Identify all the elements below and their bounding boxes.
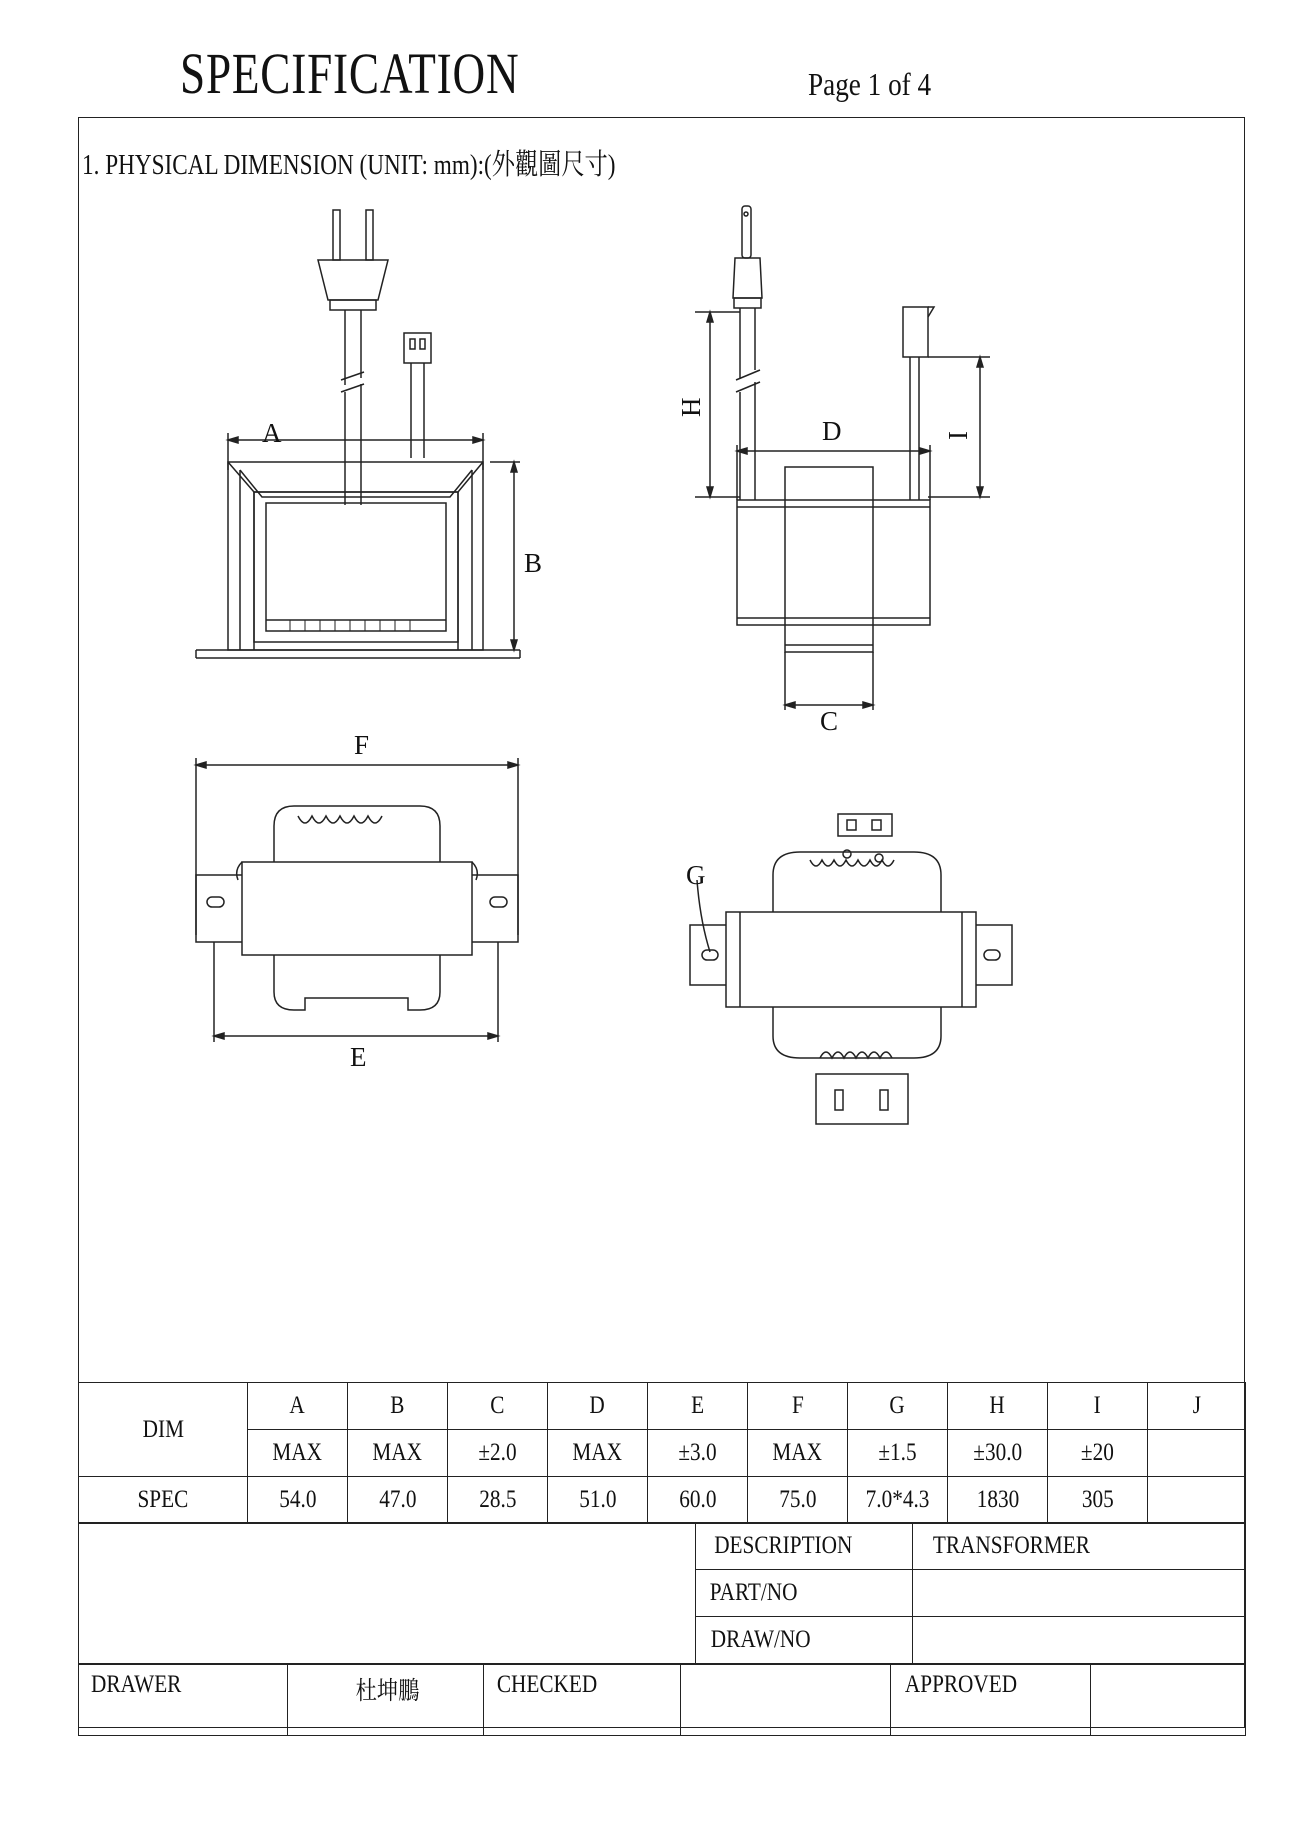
top-view-drawing: [690, 814, 1012, 1124]
drawer-name: 杜坤鵬: [288, 1665, 484, 1736]
description-label: DESCRIPTION: [696, 1523, 913, 1570]
blank-notes-area: [79, 1523, 696, 1664]
dim-tolerance-row: [79, 1430, 1246, 1477]
dim-col-name: J: [1148, 1383, 1246, 1430]
signature-table: [78, 1664, 1246, 1736]
dim-col-name: A: [248, 1383, 348, 1430]
dim-col-name: I: [1048, 1383, 1148, 1430]
dim-col-name: F: [748, 1383, 848, 1430]
dim-row-label: DIM: [79, 1383, 248, 1477]
dim-col-name: G: [848, 1383, 948, 1430]
draw-no-label: DRAW/NO: [696, 1617, 913, 1664]
dim-header-row: [79, 1383, 1246, 1430]
dim-tolerance-cell: ±1.5: [848, 1430, 948, 1477]
spec-value-cell: 7.0*4.3: [848, 1477, 948, 1524]
spec-value-cell: 28.5: [448, 1477, 548, 1524]
checked-label: CHECKED: [484, 1665, 681, 1736]
spec-row: [79, 1477, 1246, 1524]
description-table: [78, 1522, 1246, 1664]
description-value: TRANSFORMER: [913, 1523, 1246, 1570]
dim-tolerance-cell: MAX: [248, 1430, 348, 1477]
document-title: SPECIFICATION: [180, 41, 520, 106]
part-no-value: [913, 1570, 1246, 1617]
part-no-label: PART/NO: [696, 1570, 913, 1617]
dim-tolerance-cell: MAX: [348, 1430, 448, 1477]
dimension-table: [78, 1382, 1246, 1524]
checked-name: [681, 1665, 891, 1736]
section-heading: 1. PHYSICAL DIMENSION (UNIT: mm):(外觀圖尺寸): [82, 149, 616, 181]
dimension-label-a: A: [262, 418, 282, 448]
dim-tolerance-cell: MAX: [548, 1430, 648, 1477]
front-view-drawing: [196, 210, 520, 658]
draw-no-value: [913, 1617, 1246, 1664]
spec-value-cell: 1830: [948, 1477, 1048, 1524]
dimension-label-i: I: [943, 431, 973, 440]
spec-row-label: SPEC: [79, 1477, 248, 1524]
spec-value-cell: 54.0: [248, 1477, 348, 1524]
dimension-label-f: F: [354, 730, 370, 760]
spec-value-cell: 305: [1048, 1477, 1148, 1524]
signature-row: [79, 1665, 1246, 1736]
dim-tolerance-cell: ±2.0: [448, 1430, 548, 1477]
bottom-view-drawing: [196, 758, 518, 1042]
spec-value-cell: [1148, 1477, 1246, 1524]
dimension-label-c: C: [820, 706, 839, 736]
spec-value-cell: 75.0: [748, 1477, 848, 1524]
dim-tolerance-cell: ±3.0: [648, 1430, 748, 1477]
dim-col-name: B: [348, 1383, 448, 1430]
dim-tolerance-cell: ±30.0: [948, 1430, 1048, 1477]
dim-col-name: C: [448, 1383, 548, 1430]
description-row: [79, 1523, 1246, 1570]
dimension-label-h: H: [676, 397, 706, 417]
spec-value-cell: 60.0: [648, 1477, 748, 1524]
spec-value-cell: 51.0: [548, 1477, 648, 1524]
spec-value-cell: 47.0: [348, 1477, 448, 1524]
page-number: Page 1 of 4: [808, 66, 932, 102]
drawer-label: DRAWER: [79, 1665, 288, 1736]
dim-col-name: D: [548, 1383, 648, 1430]
dim-tolerance-cell: MAX: [748, 1430, 848, 1477]
dimension-label-e: E: [350, 1042, 367, 1072]
side-view-drawing: [695, 206, 990, 710]
dim-col-name: H: [948, 1383, 1048, 1430]
dimension-label-g: G: [686, 860, 706, 890]
dim-col-name: E: [648, 1383, 748, 1430]
dim-tolerance-cell: ±20: [1048, 1430, 1148, 1477]
dimension-label-b: B: [524, 548, 543, 578]
approved-label: APPROVED: [891, 1665, 1091, 1736]
dimension-label-d: D: [822, 416, 842, 446]
dim-tolerance-cell: [1148, 1430, 1246, 1477]
approved-name: [1091, 1665, 1246, 1736]
